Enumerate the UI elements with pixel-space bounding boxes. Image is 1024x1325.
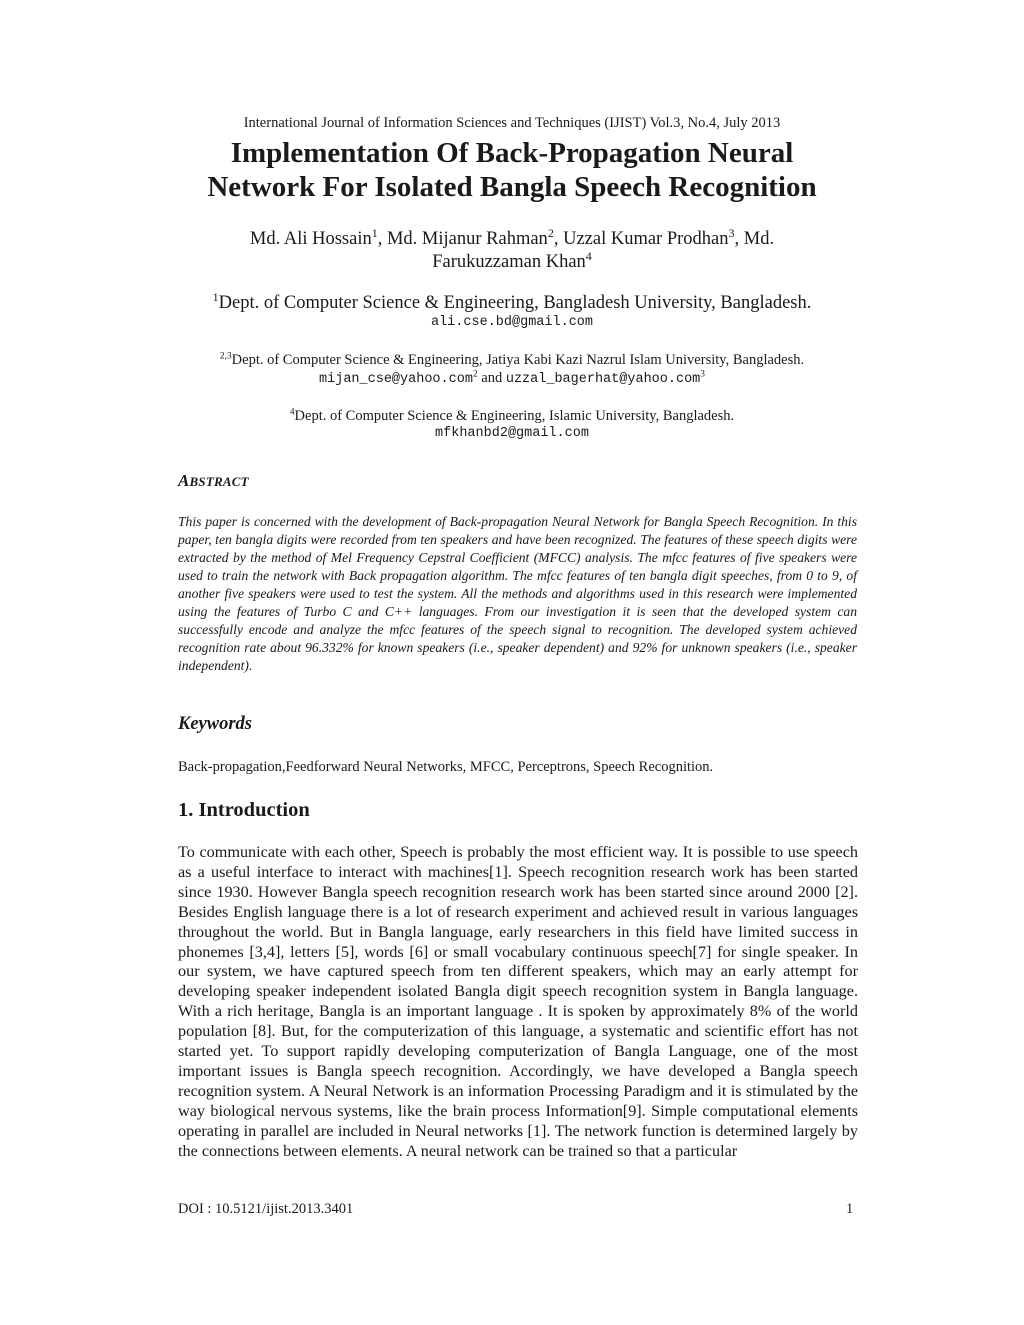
abstract-text: This paper is concerned with the development of Back-propagation Neural Network for Bangla Speech Recognition. In this paper, ten bangla digits were recorded from ten speakers and have been recognized. The features of these speech digits were extracted by the method of Mel Frequency Cepstral Coefficient (MFCC) analysis. The mfcc features of five speakers were used to train the network with Back propagation algorithm. The mfcc features of ten bangla digit speeches, from 0 to 9, of another five speakers were used to test the system. All the methods and algorithms used in this research were implemented using the features of Turbo C and C++ languages. From our investigation it is seen that the developed system can successfully encode and analyze the mfcc features of the speech signal to recognition. The developed system achieved recognition rate about 96.332% for known speakers (i.e., speaker dependent) and 92% for unknown speakers (i.e., speaker independent).: [178, 514, 857, 673]
author-3: , Uzzal Kumar Prodhan: [553, 229, 729, 249]
affiliation-1-sup: 1: [212, 289, 219, 304]
affiliation-2-email-2: uzzal_bagerhat@yahoo.com: [505, 372, 701, 387]
author-1-sup: 1: [371, 225, 378, 240]
author-4: Farukuzzaman Khan: [432, 252, 586, 272]
affiliation-3-email: mfkhanbd2@gmail.com: [435, 426, 589, 441]
affiliation-2-text: Dept. of Computer Science & Engineering, Jatiya Kabi Kazi Nazrul Islam University, Bangladesh.: [231, 352, 805, 368]
author-4-sup: 4: [585, 248, 592, 263]
affiliation-2-email-1-sup: 2: [472, 369, 478, 380]
footer-doi: DOI : 10.5121/ijist.2013.3401: [178, 1201, 354, 1217]
paper-title: [100, 136, 924, 204]
page-number: 1: [846, 1201, 854, 1217]
introduction-heading: 1. Introduction: [178, 799, 310, 821]
affiliation-3-sup: 4: [289, 407, 295, 418]
author-2: , Md. Mijanur Rahman: [377, 229, 548, 249]
keywords-heading: Keywords: [178, 714, 252, 734]
title-line-1: Implementation Of Back-Propagation Neural: [230, 137, 794, 169]
abstract-heading-rest: BSTRACT: [189, 474, 249, 489]
affiliation-1: [0, 289, 1024, 332]
abstract-heading: [178, 471, 249, 492]
affiliation-2: [0, 351, 1024, 389]
title-line-2: Network For Isolated Bangla Speech Recognition: [207, 171, 817, 203]
affiliation-1-email: ali.cse.bd@gmail.com: [430, 315, 594, 330]
author-4-prefix: , Md.: [734, 229, 775, 249]
affiliation-2-and: and: [477, 370, 506, 386]
keywords-text: Back-propagation,Feedforward Neural Networks, MFCC, Perceptrons, Speech Recognition.: [178, 759, 714, 775]
affiliation-1-text: Dept. of Computer Science & Engineering, Bangladesh University, Bangladesh.: [218, 293, 812, 313]
author-list: [150, 225, 874, 274]
author-1: Md. Ali Hossain: [249, 229, 372, 249]
journal-header: International Journal of Information Sciences and Techniques (IJIST) Vol.3, No.4, July 2013: [243, 115, 781, 131]
affiliation-2-email-1: mijan_cse@yahoo.com: [319, 372, 473, 387]
author-2-sup: 2: [547, 225, 554, 240]
affiliation-2-sup: 2,3: [219, 351, 232, 362]
abstract-heading-initial: A: [178, 471, 190, 490]
author-3-sup: 3: [728, 225, 735, 240]
affiliation-3: [0, 407, 1024, 443]
affiliation-3-text: Dept. of Computer Science & Engineering, Islamic University, Bangladesh.: [294, 408, 735, 424]
affiliation-2-email-2-sup: 3: [700, 369, 705, 380]
introduction-text: To communicate with each other, Speech is probably the most efficient way. It is possible to use speech as a useful interface to interact with machines[1]. Speech recognition research work has been started since 1930. However Bangla speech recognition research work has been started since around 2000 [2]. Besides English language there is a lot of research experiment and achieved result in various languages throughout the world. But in Bangla language, early researchers in this field have limited success in phonemes [3,4], letters [5], words [6] or small vocabulary continuous speech[7] for single speaker. In our system, we have captured speech from ten different speakers, which may an early attempt for developing speaker independent isolated Bangla digit speech recognition system in Bangla language. With a rich heritage, Bangla is an important language . It is spoken by approximately 8% of the world population [8]. But, for the computerization of this language, a systematic and scientific effort has not started yet. To support rapidly developing computerization of Bangla Language, one of the most important issues is Bangla speech recognition. Accordingly, we have developed a Bangla speech recognition system. A Neural Network is an information Processing Paradigm and it is stimulated by the way biological nervous systems, like the brain process Information[9]. Simple computational elements operating in parallel are included in Neural networks [1]. The network function is determined largely by the connections between elements. A neural network can be trained so that a particular: [178, 843, 858, 1160]
